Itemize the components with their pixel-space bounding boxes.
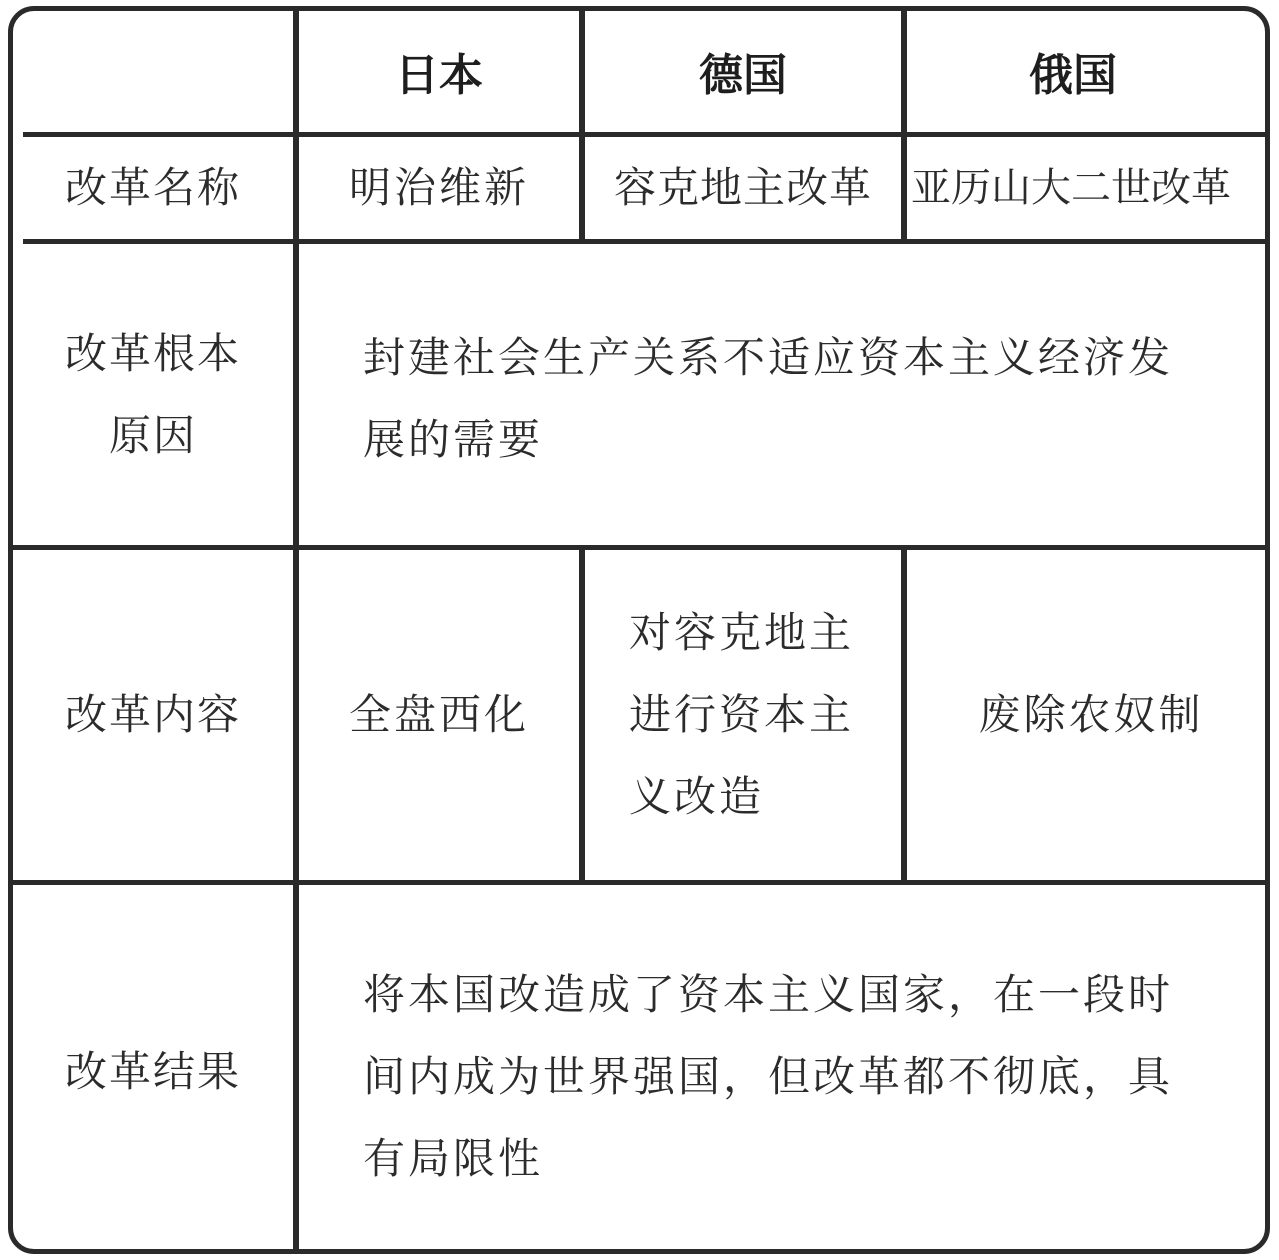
germany-reform-content-line2: 进行资本主 xyxy=(629,690,855,739)
header-corner xyxy=(13,11,293,132)
germany-reform-content-line1: 对容克地主 xyxy=(629,608,855,657)
header-russia: 俄国 xyxy=(1029,49,1117,101)
fundamental-cause-line1: 封建社会生产关系不适应资本主义经济发 xyxy=(363,333,1174,382)
label-fundamental-cause xyxy=(13,244,293,545)
russia-reform-name: 亚历山大二世改革 xyxy=(911,165,1231,211)
reform-result-line1: 将本国改造成了资本主义国家，在一段时 xyxy=(363,970,1174,1019)
japan-reform-name: 明治维新 xyxy=(348,163,529,212)
germany-reform-name: 容克地主改革 xyxy=(613,163,872,212)
germany-reform-content-line3: 义改造 xyxy=(629,772,765,821)
label-reform-result: 改革结果 xyxy=(64,1047,241,1096)
japan-reform-content: 全盘西化 xyxy=(348,690,529,739)
label-reform-name: 改革名称 xyxy=(64,163,241,212)
label-fundamental-cause-line2: 原因 xyxy=(108,410,197,460)
fundamental-cause-line2: 展的需要 xyxy=(363,415,544,464)
label-fundamental-cause-line1: 改革根本 xyxy=(64,328,241,378)
reform-result-line3: 有局限性 xyxy=(363,1134,544,1183)
header-japan: 日本 xyxy=(395,49,483,101)
reform-result-text xyxy=(363,954,1263,1200)
germany-reform-content xyxy=(585,550,901,880)
russia-reform-content: 废除农奴制 xyxy=(978,690,1204,739)
reform-result-line2: 间内成为世界强国，但改革都不彻底，具 xyxy=(363,1052,1174,1101)
fundamental-cause-text xyxy=(363,317,1263,481)
label-reform-content: 改革内容 xyxy=(64,690,241,739)
header-germany: 德国 xyxy=(699,49,787,101)
comparison-table xyxy=(8,6,1270,1254)
